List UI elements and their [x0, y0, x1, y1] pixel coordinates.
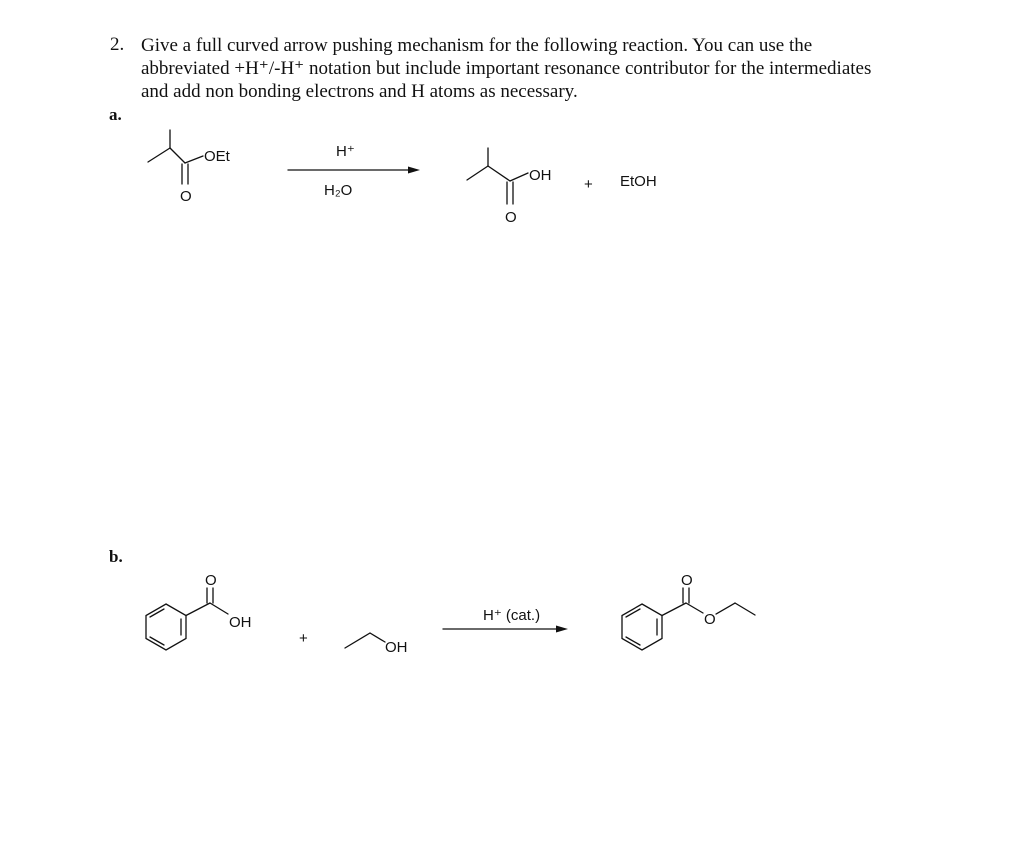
part-a-reagent-above: H⁺	[336, 143, 355, 160]
part-b-reaction-arrow	[443, 626, 568, 633]
part-b-ester-oxygen: O	[704, 611, 716, 628]
part-b-acid-carbonyl-o: O	[205, 572, 217, 589]
part-a-reactant-structure	[148, 130, 203, 184]
part-a-reaction-arrow	[288, 167, 420, 174]
part-a-reagent-below: H₂O	[324, 182, 353, 199]
part-b-label: b.	[109, 547, 123, 566]
question-line-1: Give a full curved arrow pushing mechanism for the following reaction. You can use the	[141, 35, 813, 56]
question-line-2: abbreviated +H⁺/-H⁺ notation but include important resonance contributor for the intermediates	[141, 58, 872, 79]
part-a-reactant-carbonyl-o: O	[180, 188, 192, 205]
part-a-coproduct: EtOH	[620, 173, 657, 190]
part-b-ethyl-benzoate-structure	[622, 588, 755, 650]
part-b-acid-group: OH	[229, 614, 252, 631]
part-b-reagent: H⁺ (cat.)	[483, 607, 541, 624]
part-b-benzoic-acid-structure	[146, 588, 228, 650]
part-a-product-structure	[467, 148, 528, 204]
part-b-ester-carbonyl-o: O	[681, 572, 693, 589]
part-b-ethanol-structure	[345, 633, 385, 648]
part-b-alcohol-group: OH	[385, 639, 408, 656]
part-a-product-carbonyl-o: O	[505, 209, 517, 226]
part-a-plus-sign: +	[584, 176, 593, 193]
part-a-label: a.	[109, 105, 122, 124]
part-b-plus-sign: +	[299, 630, 308, 647]
part-a-reactant-group: OEt	[204, 148, 230, 165]
part-a-product-group: OH	[529, 167, 552, 184]
question-number: 2.	[110, 34, 125, 55]
question-line-3: and add non bonding electrons and H atoms as necessary.	[141, 81, 578, 102]
